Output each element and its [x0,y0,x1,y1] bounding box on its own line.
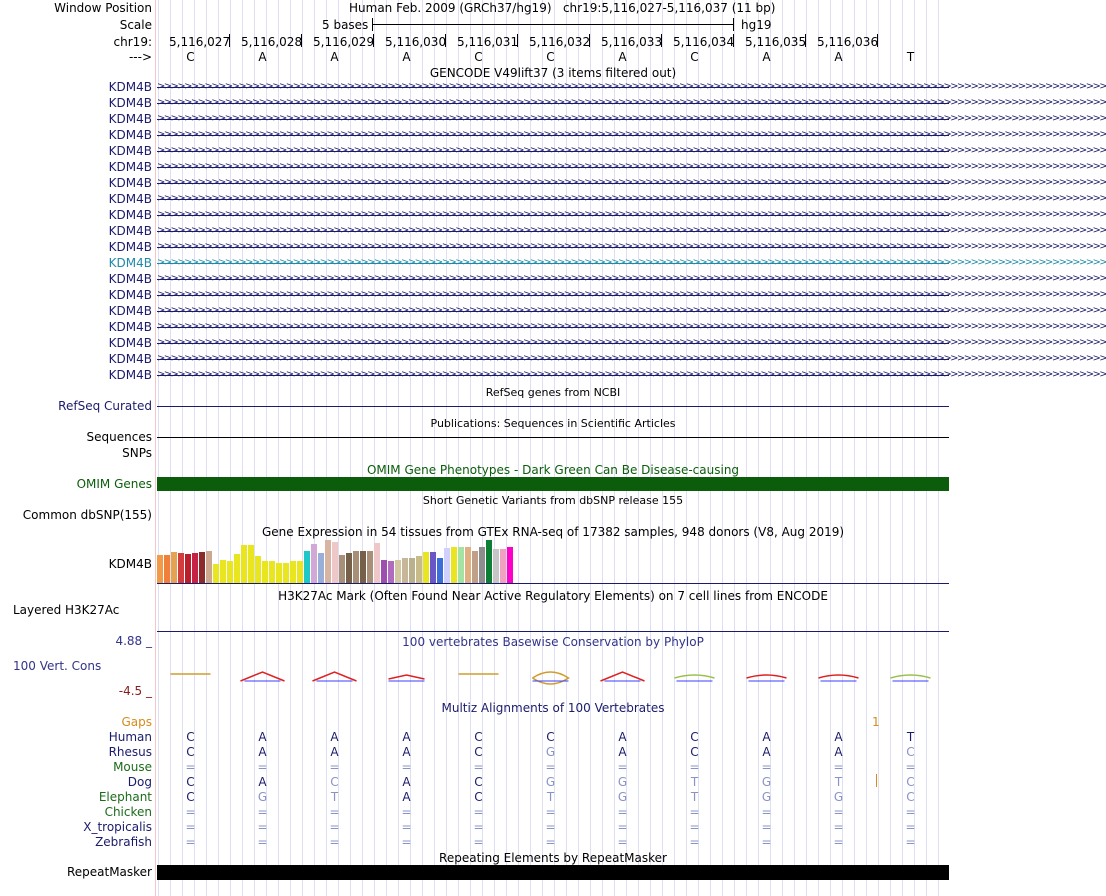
gencode-transcript[interactable]: >>>>>>>>>>>>>>>>>>>>>>>>>>>>>>>>>>>>>>>>>>>>>>>>>>>>>>>>>>>>>>>>>>>>>>>>>>>>>>>>>>>>>>>>>>>>>>>>>>>>>>>>>>>>>>>>>>>>>>>>>>>>>>>>>>>>>>>>>>>> [157,177,1106,188]
gtex-bar[interactable] [325,540,331,583]
label-divider [155,0,156,896]
alignment-base: T [330,790,339,804]
scale-text: 5 bases [322,18,369,32]
gtex-bar[interactable] [283,563,289,583]
base: C [474,50,483,64]
gtex-bar[interactable] [241,545,247,583]
alignment-base: C [330,775,339,789]
alignment-base: = [761,835,772,849]
coord-label: 5,116,034 [673,35,735,49]
omim-bar[interactable] [157,477,949,491]
phylop-title: 100 vertebrates Basewise Conservation by PhyloP [402,635,704,649]
window-position-value: Human Feb. 2009 (GRCh37/hg19) chr19:5,116,027-5,116,037 (11 bp) [349,1,776,15]
gtex-bar[interactable] [339,555,345,583]
alignment-base: = [905,760,916,774]
gtex-bar[interactable] [199,552,205,583]
omim-title: OMIM Gene Phenotypes - Dark Green Can Be Disease-causing [366,463,740,477]
gtex-bar[interactable] [493,549,499,583]
base: A [618,50,627,64]
gtex-bar[interactable] [185,554,191,583]
phylop-max-label: 4.88 _ [115,634,152,648]
gencode-item-label[interactable]: KDM4B [108,96,152,110]
refseq-label[interactable]: RefSeq Curated [58,399,152,413]
species-label[interactable]: X_tropicalis [83,820,152,834]
alignment-base: A [330,730,339,744]
gtex-bar[interactable] [479,547,485,583]
h3k27ac-baseline [157,631,949,632]
alignment-base: G [617,775,628,789]
refseq-title: RefSeq genes from NCBI [485,386,621,399]
scale-label: Scale [119,18,152,32]
alignment-base: C [690,745,699,759]
gtex-bar[interactable] [395,560,401,583]
window-position-label: Window Position [54,1,152,15]
gencode-item-label[interactable]: KDM4B [108,352,152,366]
gtex-bar[interactable] [206,551,212,583]
alignment-base: C [906,745,915,759]
alignment-base: = [833,820,844,834]
dog-insertion-marker [876,774,877,787]
phylop-min-label: -4.5 _ [118,684,152,698]
alignment-base: A [330,745,339,759]
gencode-item-label[interactable]: KDM4B [108,208,152,222]
coord-label: 5,116,029 [313,35,375,49]
gtex-bar[interactable] [465,547,471,583]
alignment-base: = [401,805,412,819]
h3k27ac-label[interactable]: Layered H3K27Ac [13,603,120,617]
base: A [834,50,843,64]
gencode-transcript[interactable]: >>>>>>>>>>>>>>>>>>>>>>>>>>>>>>>>>>>>>>>>>>>>>>>>>>>>>>>>>>>>>>>>>>>>>>>>>>>>>>>>>>>>>>>>>>>>>>>>>>>>>>>>>>>>>>>>>>>>>>>>>>>>>>>>>>>>>>>>>>>> [157,113,1106,124]
gtex-bar[interactable] [269,561,275,583]
gencode-item-label[interactable]: KDM4B [108,160,152,174]
gtex-bar[interactable] [318,553,324,583]
gencode-item-label[interactable]: KDM4B [108,288,152,302]
gtex-bar[interactable] [276,563,282,583]
gtex-bar[interactable] [227,561,233,583]
gtex-bar[interactable] [220,560,226,583]
alignment-base: = [617,760,628,774]
alignment-base: A [762,730,771,744]
gtex-bar[interactable] [353,551,359,583]
alignment-base: = [833,805,844,819]
gencode-transcript[interactable]: >>>>>>>>>>>>>>>>>>>>>>>>>>>>>>>>>>>>>>>>>>>>>>>>>>>>>>>>>>>>>>>>>>>>>>>>>>>>>>>>>>>>>>>>>>>>>>>>>>>>>>>>>>>>>>>>>>>>>>>>>>>>>>>>>>>>>>>>>>>> [157,257,1106,268]
alignment-base: T [834,775,843,789]
gtex-bar[interactable] [164,555,170,583]
base: A [402,50,411,64]
gencode-item-label[interactable]: KDM4B [108,192,152,206]
multiz-title: Multiz Alignments of 100 Vertebrates [441,701,665,715]
gtex-bar[interactable] [486,540,492,583]
repeatmasker-title: Repeating Elements by RepeatMasker [439,851,667,865]
alignment-base: C [474,775,483,789]
alignment-base: C [474,790,483,804]
coord-label: 5,116,036 [817,35,879,49]
gtex-bar[interactable] [192,553,198,583]
alignment-base: C [474,745,483,759]
gtex-bar[interactable] [157,555,163,583]
alignment-base: C [906,775,915,789]
omim-label[interactable]: OMIM Genes [76,477,152,491]
gaps-marker: 1 [872,715,880,729]
species-label[interactable]: Zebrafish [95,835,152,849]
alignment-base: A [258,730,267,744]
gtex-bar[interactable] [255,556,261,583]
gtex-baseline [157,583,949,584]
alignment-base: = [689,820,700,834]
alignment-base: = [257,805,268,819]
base: C [690,50,699,64]
alignment-base: = [833,835,844,849]
species-label[interactable]: Rhesus [108,745,152,759]
gencode-transcript[interactable]: >>>>>>>>>>>>>>>>>>>>>>>>>>>>>>>>>>>>>>>>>>>>>>>>>>>>>>>>>>>>>>>>>>>>>>>>>>>>>>>>>>>>>>>>>>>>>>>>>>>>>>>>>>>>>>>>>>>>>>>>>>>>>>>>>>>>>>>>>>>> [157,145,1106,156]
alignment-base: = [617,805,628,819]
gtex-bar[interactable] [437,558,443,583]
alignment-base: = [545,760,556,774]
repeatmasker-label[interactable]: RepeatMasker [66,865,152,879]
gtex-bar[interactable] [444,548,450,583]
sequences-line[interactable] [157,437,949,438]
gtex-bar[interactable] [346,553,352,583]
alignment-base: A [402,775,411,789]
coord-label: 5,116,028 [241,35,303,49]
alignment-base: = [329,805,340,819]
base: A [330,50,339,64]
dbsnp-label[interactable]: Common dbSNP(155) [22,508,152,522]
alignment-base: C [186,790,195,804]
alignment-base: = [473,760,484,774]
gencode-transcript[interactable]: >>>>>>>>>>>>>>>>>>>>>>>>>>>>>>>>>>>>>>>>>>>>>>>>>>>>>>>>>>>>>>>>>>>>>>>>>>>>>>>>>>>>>>>>>>>>>>>>>>>>>>>>>>>>>>>>>>>>>>>>>>>>>>>>>>>>>>>>>>>> [157,81,1106,92]
gtex-bar[interactable] [367,551,373,583]
gencode-transcript[interactable]: >>>>>>>>>>>>>>>>>>>>>>>>>>>>>>>>>>>>>>>>>>>>>>>>>>>>>>>>>>>>>>>>>>>>>>>>>>>>>>>>>>>>>>>>>>>>>>>>>>>>>>>>>>>>>>>>>>>>>>>>>>>>>>>>>>>>>>>>>>>> [157,193,1106,204]
alignment-base: A [258,745,267,759]
alignment-base: G [257,790,268,804]
gtex-bar[interactable] [171,552,177,583]
alignment-base: = [905,835,916,849]
alignment-base: A [402,730,411,744]
gtex-bar[interactable] [332,542,338,583]
gencode-transcript[interactable]: >>>>>>>>>>>>>>>>>>>>>>>>>>>>>>>>>>>>>>>>>>>>>>>>>>>>>>>>>>>>>>>>>>>>>>>>>>>>>>>>>>>>>>>>>>>>>>>>>>>>>>>>>>>>>>>>>>>>>>>>>>>>>>>>>>>>>>>>>>>> [157,225,1106,236]
gtex-bar[interactable] [388,561,394,583]
gencode-transcript[interactable]: >>>>>>>>>>>>>>>>>>>>>>>>>>>>>>>>>>>>>>>>>>>>>>>>>>>>>>>>>>>>>>>>>>>>>>>>>>>>>>>>>>>>>>>>>>>>>>>>>>>>>>>>>>>>>>>>>>>>>>>>>>>>>>>>>>>>>>>>>>>> [157,209,1106,220]
gtex-bar[interactable] [451,547,457,583]
alignment-base: C [474,730,483,744]
gtex-bar[interactable] [507,547,513,583]
species-label[interactable]: Elephant [98,790,152,804]
gencode-item-label[interactable]: KDM4B [108,176,152,190]
gencode-item-label[interactable]: KDM4B [108,304,152,318]
alignment-base: = [473,835,484,849]
gencode-transcript[interactable]: >>>>>>>>>>>>>>>>>>>>>>>>>>>>>>>>>>>>>>>>>>>>>>>>>>>>>>>>>>>>>>>>>>>>>>>>>>>>>>>>>>>>>>>>>>>>>>>>>>>>>>>>>>>>>>>>>>>>>>>>>>>>>>>>>>>>>>>>>>>> [157,161,1106,172]
publications-title: Publications: Sequences in Scientific Articles [430,417,676,430]
alignment-base: = [905,820,916,834]
alignment-base: A [618,730,627,744]
gtex-bar[interactable] [409,558,415,583]
alignment-base: = [689,760,700,774]
dbsnp-title: Short Genetic Variants from dbSNP release 155 [422,494,684,507]
alignment-base: = [545,820,556,834]
gtex-bar[interactable] [423,552,429,583]
base: C [546,50,555,64]
gencode-item-label[interactable]: KDM4B [108,240,152,254]
gtex-bar[interactable] [430,552,436,583]
alignment-base: = [617,835,628,849]
alignment-base: G [761,790,772,804]
alignment-base: = [545,805,556,819]
gencode-item-label[interactable]: KDM4B [108,112,152,126]
alignment-base: = [401,760,412,774]
gtex-bar[interactable] [416,556,422,583]
alignment-base: = [761,820,772,834]
alignment-base: = [761,805,772,819]
alignment-base: G [833,790,844,804]
alignment-base: C [546,730,555,744]
alignment-base: T [690,775,699,789]
alignment-base: = [689,835,700,849]
repeatmasker-bar[interactable] [157,865,949,880]
alignment-base: C [690,730,699,744]
refseq-line[interactable] [157,406,949,407]
alignment-base: = [185,760,196,774]
base: T [906,50,915,64]
strand-label: ---> [128,50,152,64]
species-label[interactable]: Human [108,730,152,744]
alignment-base: G [545,745,556,759]
gencode-item-label[interactable]: KDM4B [108,224,152,238]
scale-assembly: hg19 [741,18,772,32]
gtex-bar[interactable] [381,560,387,583]
alignment-base: = [545,835,556,849]
alignment-base: G [761,775,772,789]
gencode-item-label[interactable]: KDM4B [108,368,152,382]
gtex-bar[interactable] [234,554,240,583]
gencode-transcript[interactable]: >>>>>>>>>>>>>>>>>>>>>>>>>>>>>>>>>>>>>>>>>>>>>>>>>>>>>>>>>>>>>>>>>>>>>>>>>>>>>>>>>>>>>>>>>>>>>>>>>>>>>>>>>>>>>>>>>>>>>>>>>>>>>>>>>>>>>>>>>>>> [157,97,1106,108]
h3k27ac-title: H3K27Ac Mark (Often Found Near Active Regulatory Elements) on 7 cell lines from ENCODE [278,589,828,603]
gencode-item-label[interactable]: KDM4B [108,272,152,286]
alignment-base: G [617,790,628,804]
alignment-base: A [834,745,843,759]
coord-label: 5,116,031 [457,35,519,49]
alignment-base: = [473,805,484,819]
gencode-item-label[interactable]: KDM4B [108,336,152,350]
coord-label: 5,116,035 [745,35,807,49]
gencode-item-label[interactable]: KDM4B [108,256,152,270]
alignment-base: = [329,835,340,849]
base: C [186,50,195,64]
alignment-base: A [618,745,627,759]
alignment-base: = [761,760,772,774]
alignment-base: = [401,820,412,834]
gtex-title: Gene Expression in 54 tissues from GTEx RNA-seq of 17382 samples, 948 donors (V8, Aug 2019) [261,525,845,539]
gtex-bar[interactable] [402,558,408,583]
alignment-base: = [185,820,196,834]
alignment-base: C [186,775,195,789]
species-label[interactable]: Mouse [113,760,152,774]
gencode-transcript[interactable]: >>>>>>>>>>>>>>>>>>>>>>>>>>>>>>>>>>>>>>>>>>>>>>>>>>>>>>>>>>>>>>>>>>>>>>>>>>>>>>>>>>>>>>>>>>>>>>>>>>>>>>>>>>>>>>>>>>>>>>>>>>>>>>>>>>>>>>>>>>>> [157,289,1106,300]
alignment-base: C [186,745,195,759]
gencode-transcript[interactable]: >>>>>>>>>>>>>>>>>>>>>>>>>>>>>>>>>>>>>>>>>>>>>>>>>>>>>>>>>>>>>>>>>>>>>>>>>>>>>>>>>>>>>>>>>>>>>>>>>>>>>>>>>>>>>>>>>>>>>>>>>>>>>>>>>>>>>>>>>>>> [157,369,1106,380]
alignment-base: = [257,760,268,774]
gtex-bar[interactable] [458,547,464,583]
gencode-item-label[interactable]: KDM4B [108,80,152,94]
gencode-transcript[interactable]: >>>>>>>>>>>>>>>>>>>>>>>>>>>>>>>>>>>>>>>>>>>>>>>>>>>>>>>>>>>>>>>>>>>>>>>>>>>>>>>>>>>>>>>>>>>>>>>>>>>>>>>>>>>>>>>>>>>>>>>>>>>>>>>>>>>>>>>>>>>> [157,305,1106,316]
coord-label: 5,116,030 [385,35,447,49]
gencode-transcript[interactable]: >>>>>>>>>>>>>>>>>>>>>>>>>>>>>>>>>>>>>>>>>>>>>>>>>>>>>>>>>>>>>>>>>>>>>>>>>>>>>>>>>>>>>>>>>>>>>>>>>>>>>>>>>>>>>>>>>>>>>>>>>>>>>>>>>>>>>>>>>>>> [157,273,1106,284]
gencode-title: GENCODE V49lift37 (3 items filtered out) [429,66,677,80]
alignment-base: = [185,835,196,849]
gtex-bar[interactable] [500,549,506,583]
alignment-base: = [473,820,484,834]
gencode-transcript[interactable]: >>>>>>>>>>>>>>>>>>>>>>>>>>>>>>>>>>>>>>>>>>>>>>>>>>>>>>>>>>>>>>>>>>>>>>>>>>>>>>>>>>>>>>>>>>>>>>>>>>>>>>>>>>>>>>>>>>>>>>>>>>>>>>>>>>>>>>>>>>>> [157,129,1106,140]
phylop-label[interactable]: 100 Vert. Cons [13,659,102,673]
gencode-item-label[interactable]: KDM4B [108,320,152,334]
gaps-label[interactable]: Gaps [121,715,152,729]
gtex-bar[interactable] [472,551,478,583]
base: A [258,50,267,64]
coord-label: 5,116,032 [529,35,591,49]
alignment-base: T [546,790,555,804]
gtex-bar[interactable] [178,553,184,583]
alignment-base: A [762,745,771,759]
sequences-label[interactable]: Sequences [86,430,152,444]
alignment-base: A [258,775,267,789]
gtex-bar[interactable] [311,544,317,583]
alignment-base: = [833,760,844,774]
gtex-bar[interactable] [290,561,296,583]
gtex-bar[interactable] [374,543,380,583]
alignment-base: A [402,745,411,759]
alignment-base: A [402,790,411,804]
base: A [762,50,771,64]
species-label[interactable]: Chicken [104,805,152,819]
alignment-base: A [834,730,843,744]
gencode-transcript[interactable]: >>>>>>>>>>>>>>>>>>>>>>>>>>>>>>>>>>>>>>>>>>>>>>>>>>>>>>>>>>>>>>>>>>>>>>>>>>>>>>>>>>>>>>>>>>>>>>>>>>>>>>>>>>>>>>>>>>>>>>>>>>>>>>>>>>>>>>>>>>>> [157,353,1106,364]
alignment-base: = [401,835,412,849]
gtex-bar[interactable] [360,551,366,583]
alignment-base: T [690,790,699,804]
gtex-bar[interactable] [213,564,219,583]
gencode-transcript[interactable]: >>>>>>>>>>>>>>>>>>>>>>>>>>>>>>>>>>>>>>>>>>>>>>>>>>>>>>>>>>>>>>>>>>>>>>>>>>>>>>>>>>>>>>>>>>>>>>>>>>>>>>>>>>>>>>>>>>>>>>>>>>>>>>>>>>>>>>>>>>>> [157,321,1106,332]
alignment-base: = [185,805,196,819]
alignment-base: G [545,775,556,789]
alignment-base: = [257,820,268,834]
gtex-bar[interactable] [297,561,303,583]
scale-bar-left-tick [372,18,373,31]
chr-label: chr19: [113,35,152,49]
alignment-base: = [689,805,700,819]
gtex-bar[interactable] [262,561,268,583]
coord-label: 5,116,027 [169,35,231,49]
gencode-item-label[interactable]: KDM4B [108,128,152,142]
alignment-base: = [329,760,340,774]
gencode-transcript[interactable]: >>>>>>>>>>>>>>>>>>>>>>>>>>>>>>>>>>>>>>>>>>>>>>>>>>>>>>>>>>>>>>>>>>>>>>>>>>>>>>>>>>>>>>>>>>>>>>>>>>>>>>>>>>>>>>>>>>>>>>>>>>>>>>>>>>>>>>>>>>>> [157,337,1106,348]
gtex-bar[interactable] [304,551,310,583]
coord-label: 5,116,033 [601,35,663,49]
alignment-base: T [906,730,915,744]
alignment-base: = [905,805,916,819]
gencode-transcript[interactable]: >>>>>>>>>>>>>>>>>>>>>>>>>>>>>>>>>>>>>>>>>>>>>>>>>>>>>>>>>>>>>>>>>>>>>>>>>>>>>>>>>>>>>>>>>>>>>>>>>>>>>>>>>>>>>>>>>>>>>>>>>>>>>>>>>>>>>>>>>>>> [157,241,1106,252]
alignment-base: C [906,790,915,804]
alignment-base: = [257,835,268,849]
alignment-base: C [186,730,195,744]
gencode-item-label[interactable]: KDM4B [108,144,152,158]
snps-label[interactable]: SNPs [122,446,152,460]
scale-bar [372,24,734,25]
alignment-base: = [617,820,628,834]
scale-bar-right-tick [733,18,734,31]
gtex-bar[interactable] [248,545,254,583]
gtex-label[interactable]: KDM4B [108,557,152,571]
alignment-base: = [329,820,340,834]
species-label[interactable]: Dog [127,775,152,789]
